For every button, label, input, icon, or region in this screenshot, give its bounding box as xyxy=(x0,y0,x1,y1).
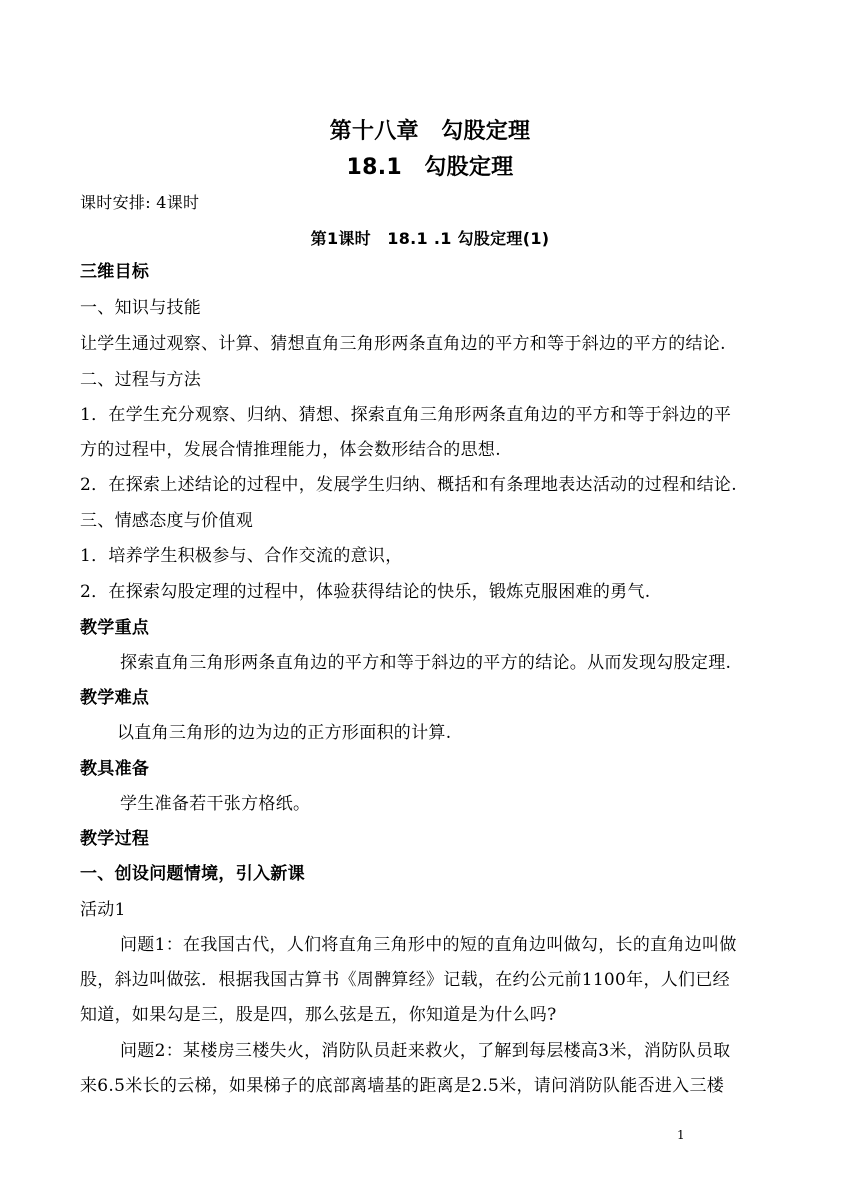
attitude-item-2: 2．在探索勾股定理的过程中，体验获得结论的快乐，锻炼克服困难的勇气. xyxy=(80,582,651,602)
key-points-text: 探索直角三角形两条直角边的平方和等于斜边的平方的结论。从而发现勾股定理. xyxy=(120,653,732,673)
tools-text: 学生准备若干张方格纸。 xyxy=(120,794,311,814)
knowledge-heading: 一、知识与技能 xyxy=(80,298,202,318)
question-1-line-1: 问题1：在我国古代，人们将直角三角形中的短的直角边叫做勾，长的直角边叫做 xyxy=(120,935,737,955)
difficulties-heading: 教学难点 xyxy=(80,688,150,708)
chapter-title: 第十八章 勾股定理 xyxy=(329,119,531,144)
question-2-line-2: 来6.5米长的云梯，如果梯子的底部离墙基的距离是2.5米，请问消防队能否进入三楼 xyxy=(80,1076,725,1096)
teaching-process-heading: 教学过程 xyxy=(80,829,150,849)
difficulties-text: 以直角三角形的边为边的正方形面积的计算. xyxy=(117,723,452,743)
question-2-line-1: 问题2：某楼房三楼失火，消防队员赶来救火，了解到每层楼高3米，消防队员取 xyxy=(120,1041,731,1061)
activity-label: 活动1 xyxy=(80,900,126,920)
tools-heading: 教具准备 xyxy=(80,759,150,779)
page-number: 1 xyxy=(677,1128,685,1142)
question-1-line-2: 股，斜边叫做弦．根据我国古算书《周髀算经》记载，在约公元前1100年，人们已经 xyxy=(80,970,730,990)
process-method-heading: 二、过程与方法 xyxy=(80,370,202,390)
section-title: 18.1 勾股定理 xyxy=(346,155,514,180)
attitude-item-1: 1．培养学生积极参与、合作交流的意识， xyxy=(80,546,403,566)
process-item-2: 2．在探索上述结论的过程中，发展学生归纳、概括和有条理地表达活动的过程和结论. xyxy=(80,475,737,495)
process-item-1-line-2: 方的过程中，发展合情推理能力，体会数形结合的思想. xyxy=(80,440,501,460)
key-points-heading: 教学重点 xyxy=(80,618,150,638)
question-1-line-3: 知道，如果勾是三，股是四，那么弦是五，你知道是为什么吗? xyxy=(80,1005,557,1025)
objectives-heading: 三维目标 xyxy=(80,262,150,282)
attitude-heading: 三、情感态度与价值观 xyxy=(80,511,253,531)
part-1-heading: 一、创设问题情境，引入新课 xyxy=(80,864,305,884)
process-item-1-line-1: 1．在学生充分观察、归纳、猜想、探索直角三角形两条直角边的平方和等于斜边的平 xyxy=(80,405,732,425)
knowledge-text: 让学生通过观察、计算、猜想直角三角形两条直角边的平方和等于斜边的平方的结论. xyxy=(80,334,726,354)
lesson-title: 第1课时 18.1 .1 勾股定理(1) xyxy=(310,229,550,248)
schedule-text: 课时安排: 4课时 xyxy=(80,193,200,212)
